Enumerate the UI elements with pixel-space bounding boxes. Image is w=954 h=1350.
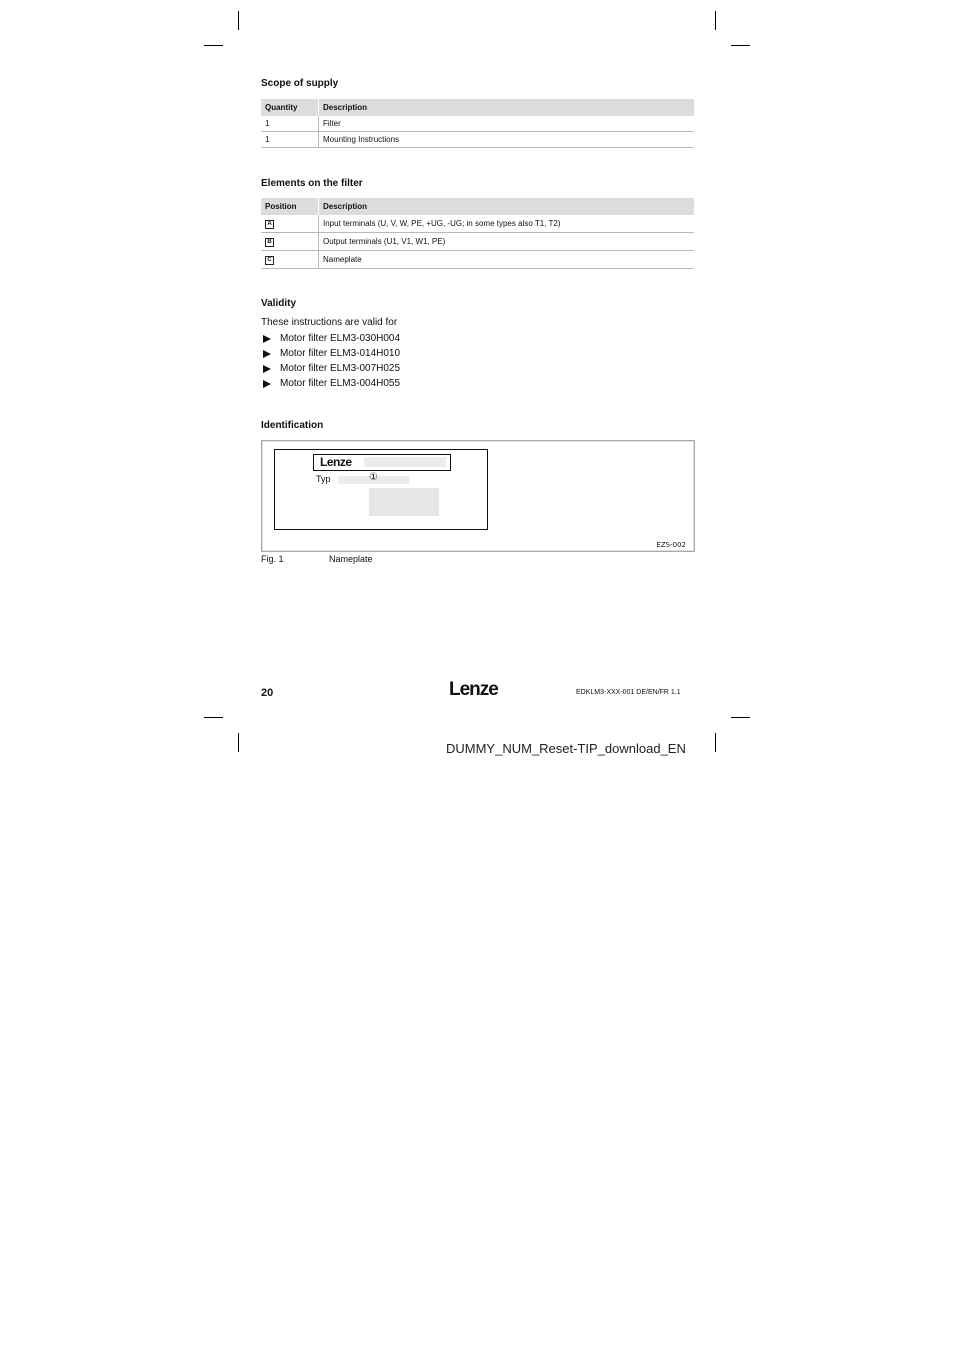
- cell-desc: Output terminals (U1, V1, W1, PE): [319, 233, 695, 251]
- nameplate-figure: [261, 440, 695, 552]
- col-quantity: Quantity: [261, 99, 319, 116]
- col-description: Description: [319, 99, 695, 116]
- crop-mark: [238, 11, 239, 30]
- bullet-arrow-icon: [263, 350, 271, 358]
- bullet-arrow-icon: [263, 380, 271, 388]
- cell-pos: [261, 215, 319, 233]
- table-row: [261, 215, 694, 233]
- lenze-footer-logo: Lenze: [449, 679, 498, 700]
- list-item: [261, 331, 400, 346]
- validity-intro: These instructions are valid for: [261, 317, 398, 328]
- table-row: [261, 233, 694, 251]
- list-item-text: Motor filter ELM3-004H055: [280, 378, 401, 389]
- table-row: [261, 132, 694, 148]
- crop-mark: [204, 45, 223, 46]
- nameplate-marker: ①: [369, 472, 378, 483]
- position-marker: A: [265, 220, 274, 229]
- cell-desc: Mounting Instructions: [319, 132, 695, 148]
- list-item: [261, 361, 400, 376]
- elements-table: [261, 198, 694, 269]
- col-position: Position: [261, 198, 319, 215]
- crop-mark: [204, 717, 223, 718]
- list-item-text: Motor filter ELM3-007H025: [280, 363, 401, 374]
- bottom-label: DUMMY_NUM_Reset-TIP_download_EN: [446, 741, 686, 756]
- cell-qty: 1: [261, 132, 319, 148]
- page-number: 20: [261, 687, 274, 699]
- cell-desc: Filter: [319, 116, 695, 132]
- list-item-text: Motor filter ELM3-014H010: [280, 348, 401, 359]
- crop-mark: [731, 717, 750, 718]
- cell-desc: Nameplate: [319, 251, 695, 269]
- nameplate-header-field: [364, 457, 446, 467]
- scope-heading: Scope of supply: [261, 78, 339, 89]
- nameplate-illustration: [274, 449, 488, 530]
- figure-number: Fig. 1: [261, 554, 284, 564]
- bullet-arrow-icon: [263, 365, 271, 373]
- table-row: [261, 251, 694, 269]
- cell-pos: [261, 233, 319, 251]
- identification-heading: Identification: [261, 420, 324, 431]
- validity-heading: Validity: [261, 298, 297, 309]
- crop-mark: [715, 11, 716, 30]
- crop-mark: [715, 733, 716, 752]
- figure-code: EZS-002: [656, 541, 686, 549]
- table-row: [261, 116, 694, 132]
- table-header-row: [261, 99, 694, 116]
- cell-desc: Input terminals (U, V, W, PE, +UG, -UG; in some types also T1, T2): [319, 215, 695, 233]
- table-header-row: [261, 198, 694, 215]
- crop-mark: [731, 45, 750, 46]
- nameplate-data-block: [369, 488, 439, 516]
- crop-mark: [238, 733, 239, 752]
- lenze-logo: Lenze: [320, 455, 352, 469]
- nameplate-typ-label: Typ: [316, 474, 331, 484]
- list-item: [261, 376, 400, 391]
- list-item: [261, 346, 400, 361]
- elements-heading: Elements on the filter: [261, 178, 363, 189]
- position-marker: B: [265, 238, 274, 247]
- col-description: Description: [319, 198, 695, 215]
- cell-pos: [261, 251, 319, 269]
- list-item-text: Motor filter ELM3-030H004: [280, 333, 401, 344]
- validity-list: [261, 331, 400, 391]
- scope-table: [261, 99, 694, 148]
- bullet-arrow-icon: [263, 335, 271, 343]
- nameplate-header: [313, 454, 451, 471]
- cell-qty: 1: [261, 116, 319, 132]
- figure-caption: Nameplate: [329, 554, 373, 564]
- position-marker: C: [265, 256, 274, 265]
- document-id: EDKLM3-XXX-001 DE/EN/FR 1.1: [576, 689, 681, 696]
